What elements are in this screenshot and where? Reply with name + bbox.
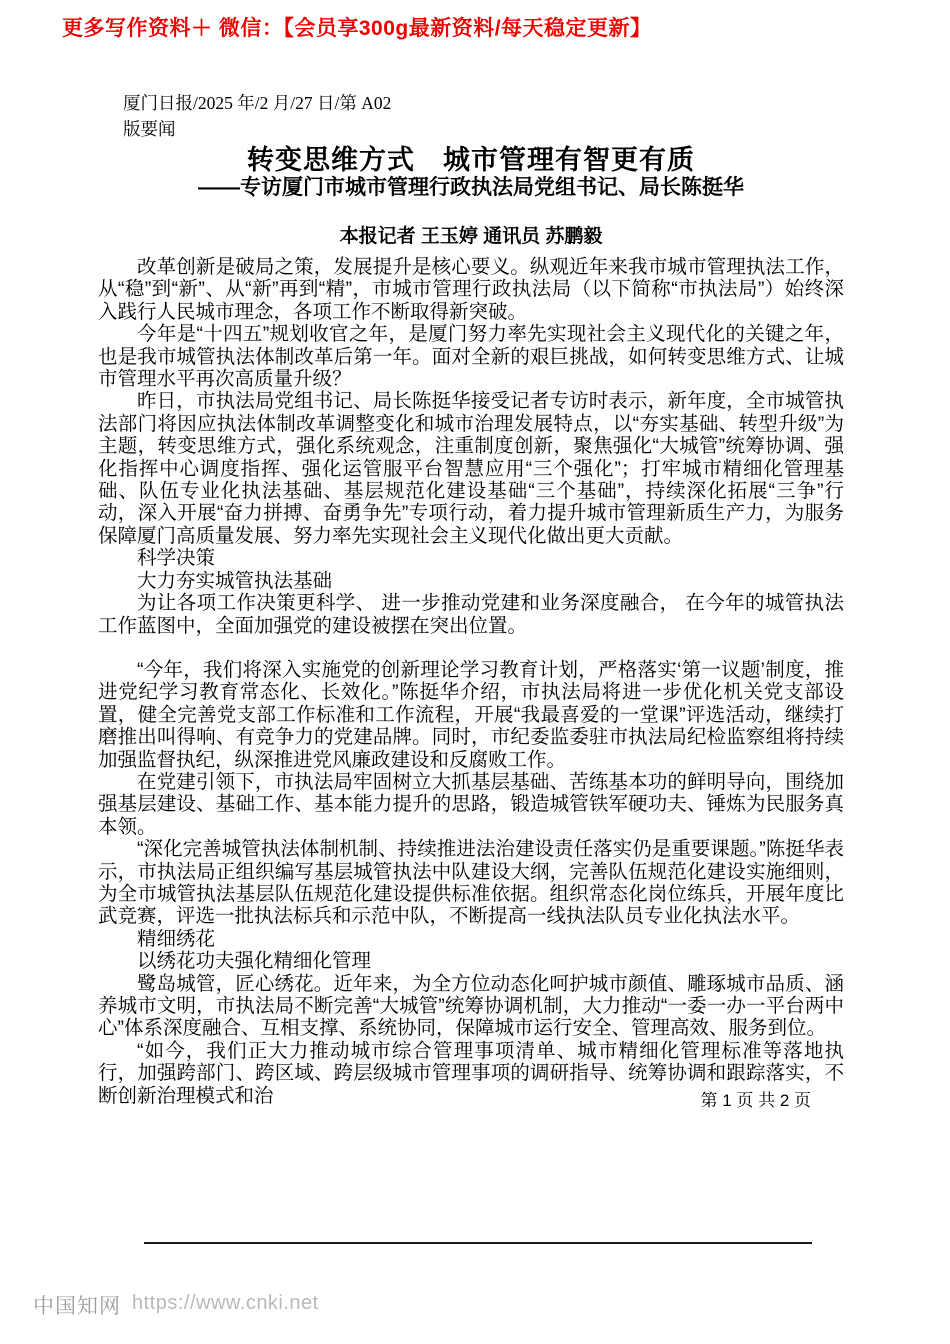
paragraph: 昨日，市执法局党组书记、局长陈挺华接受记者专访时表示，新年度，全市城管执法部门将因应执法体制改革调整变化和城市治理发展特点，以“夯实基础、转型升级”为主题，转变思维方式，强化系统观念，注重制度创新，聚焦强化“大城管”统筹协调、强化指挥中心调度指挥、强化运管服平台智慧应用“三个强化”；打牢城市精细化管理基础、队伍专业化执法基础、基层规范化建设基础“三个基础”，持续深化拓展“三争”行动，深入开展“奋力拼搏、奋勇争先”专项行动，着力提升城市管理新质生产力，为服务保障厦门高质量发展、努力率先实现社会主义现代化做出更大贡献。 (98, 390, 844, 547)
article-subtitle: ——专访厦门市城市管理行政执法局党组书记、局长陈挺华 (198, 176, 744, 199)
footer-divider-line (144, 1242, 812, 1244)
article-title: 转变思维方式 城市管理有智更有质 (247, 145, 695, 175)
paragraph: 今年是“十四五”规划收官之年，是厦门努力率先实现社会主义现代化的关键之年，也是我市城管执法体制改革后第一年。面对全新的艰巨挑战，如何转变思维方式、让城市管理水平再次高质量升级？ (98, 323, 844, 391)
paragraph: 改革创新是破局之策，发展提升是核心要义。纵观近年来我市城市管理执法工作，从“稳”到“新”、从“新”再到“精”，市城市管理行政执法局（以下简称“市执法局”）始终深入践行人民城市理念，各项工作不断取得新突破。 (98, 256, 844, 323)
section-subheading: 大力夯实城管执法基础 (137, 569, 333, 592)
page-indicator: 第 1 页 共 2 页 (700, 1091, 811, 1110)
section-heading: 科学决策 (137, 547, 216, 570)
paragraph: 在党建引领下，市执法局牢固树立大抓基层基础、苦练基本功的鲜明导向，围绕加强基层建设、基础工作、基本能力提升的思路，锻造城管铁军硬功夫、锤炼为民服务真本领。 (98, 770, 844, 838)
paragraph: “深化完善城管执法体制机制、持续推进法治建设责任落实仍是重要课题。”陈挺华表示，市执法局正组织编写基层城管执法中队建设大纲，完善队伍规范化建设实施细则，为全市城管执法基层队伍规范化建设提供标准依据。组织常态化岗位练兵，开展年度比武竞赛，评选一批执法标兵和示范中队，不断提高一线执法队员专业化执法水平。 (98, 838, 844, 928)
section-heading: 精细绣花 (137, 927, 216, 950)
article-byline: 本报记者 王玉婷 通讯员 苏鹏毅 (339, 226, 603, 247)
cnki-watermark-url: https://www.cnki.net (132, 1292, 319, 1314)
paragraph: 为让各项工作决策更科学、 进一步推动党建和业务深度融合， 在今年的城管执法工作蓝图中，全面加强党的建设被摆在突出位置。 (98, 592, 844, 637)
source-block (123, 90, 391, 142)
paragraph: “如今，我们正大力推动城市综合管理事项清单、城市精细化管理标准等落地执行，加强跨部门、跨区域、跨层级城市管理事项的调研指导、统筹协调和跟踪落实，不断创新治理模式和治 (98, 1039, 844, 1107)
promo-banner-text: 更多写作资料＋ 微信：【会员享300g最新资料/每天稳定更新】 (62, 17, 652, 40)
section-subheading: 以绣花功夫强化精细化管理 (137, 950, 372, 973)
cnki-watermark-brand: 中国知网 (33, 1295, 121, 1318)
source-line-section: 版要闻 (123, 119, 176, 139)
article-body (98, 256, 844, 1107)
source-line-publication: 厦门日报/2025 年/2 月/27 日/第 A02 (123, 93, 392, 113)
paragraph: “今年，我们将深入实施党的创新理论学习教育计划，严格落实‘第一议题’制度，推进党纪学习教育常态化、长效化。”陈挺华介绍，市执法局将进一步优化机关党支部设置，健全完善党支部工作标准和工作流程，开展“我最喜爱的一堂课”评选活动，继续打磨推出叫得响、有竞争力的党建品牌。同时，市纪委监委驻市执法局纪检监察组将持续加强监督执纪，纵深推进党风廉政建设和反腐败工作。 (98, 658, 844, 771)
paragraph: 鹭岛城管，匠心绣花。近年来，为全方位动态化呵护城市颜值、雕琢城市品质、涵养城市文明，市执法局不断完善“大城管”统筹协调机制，大力推动“一委一办一平台两中心”体系深度融合、互相支撑、系统协同，保障城市运行安全、管理高效、服务到位。 (98, 972, 844, 1040)
